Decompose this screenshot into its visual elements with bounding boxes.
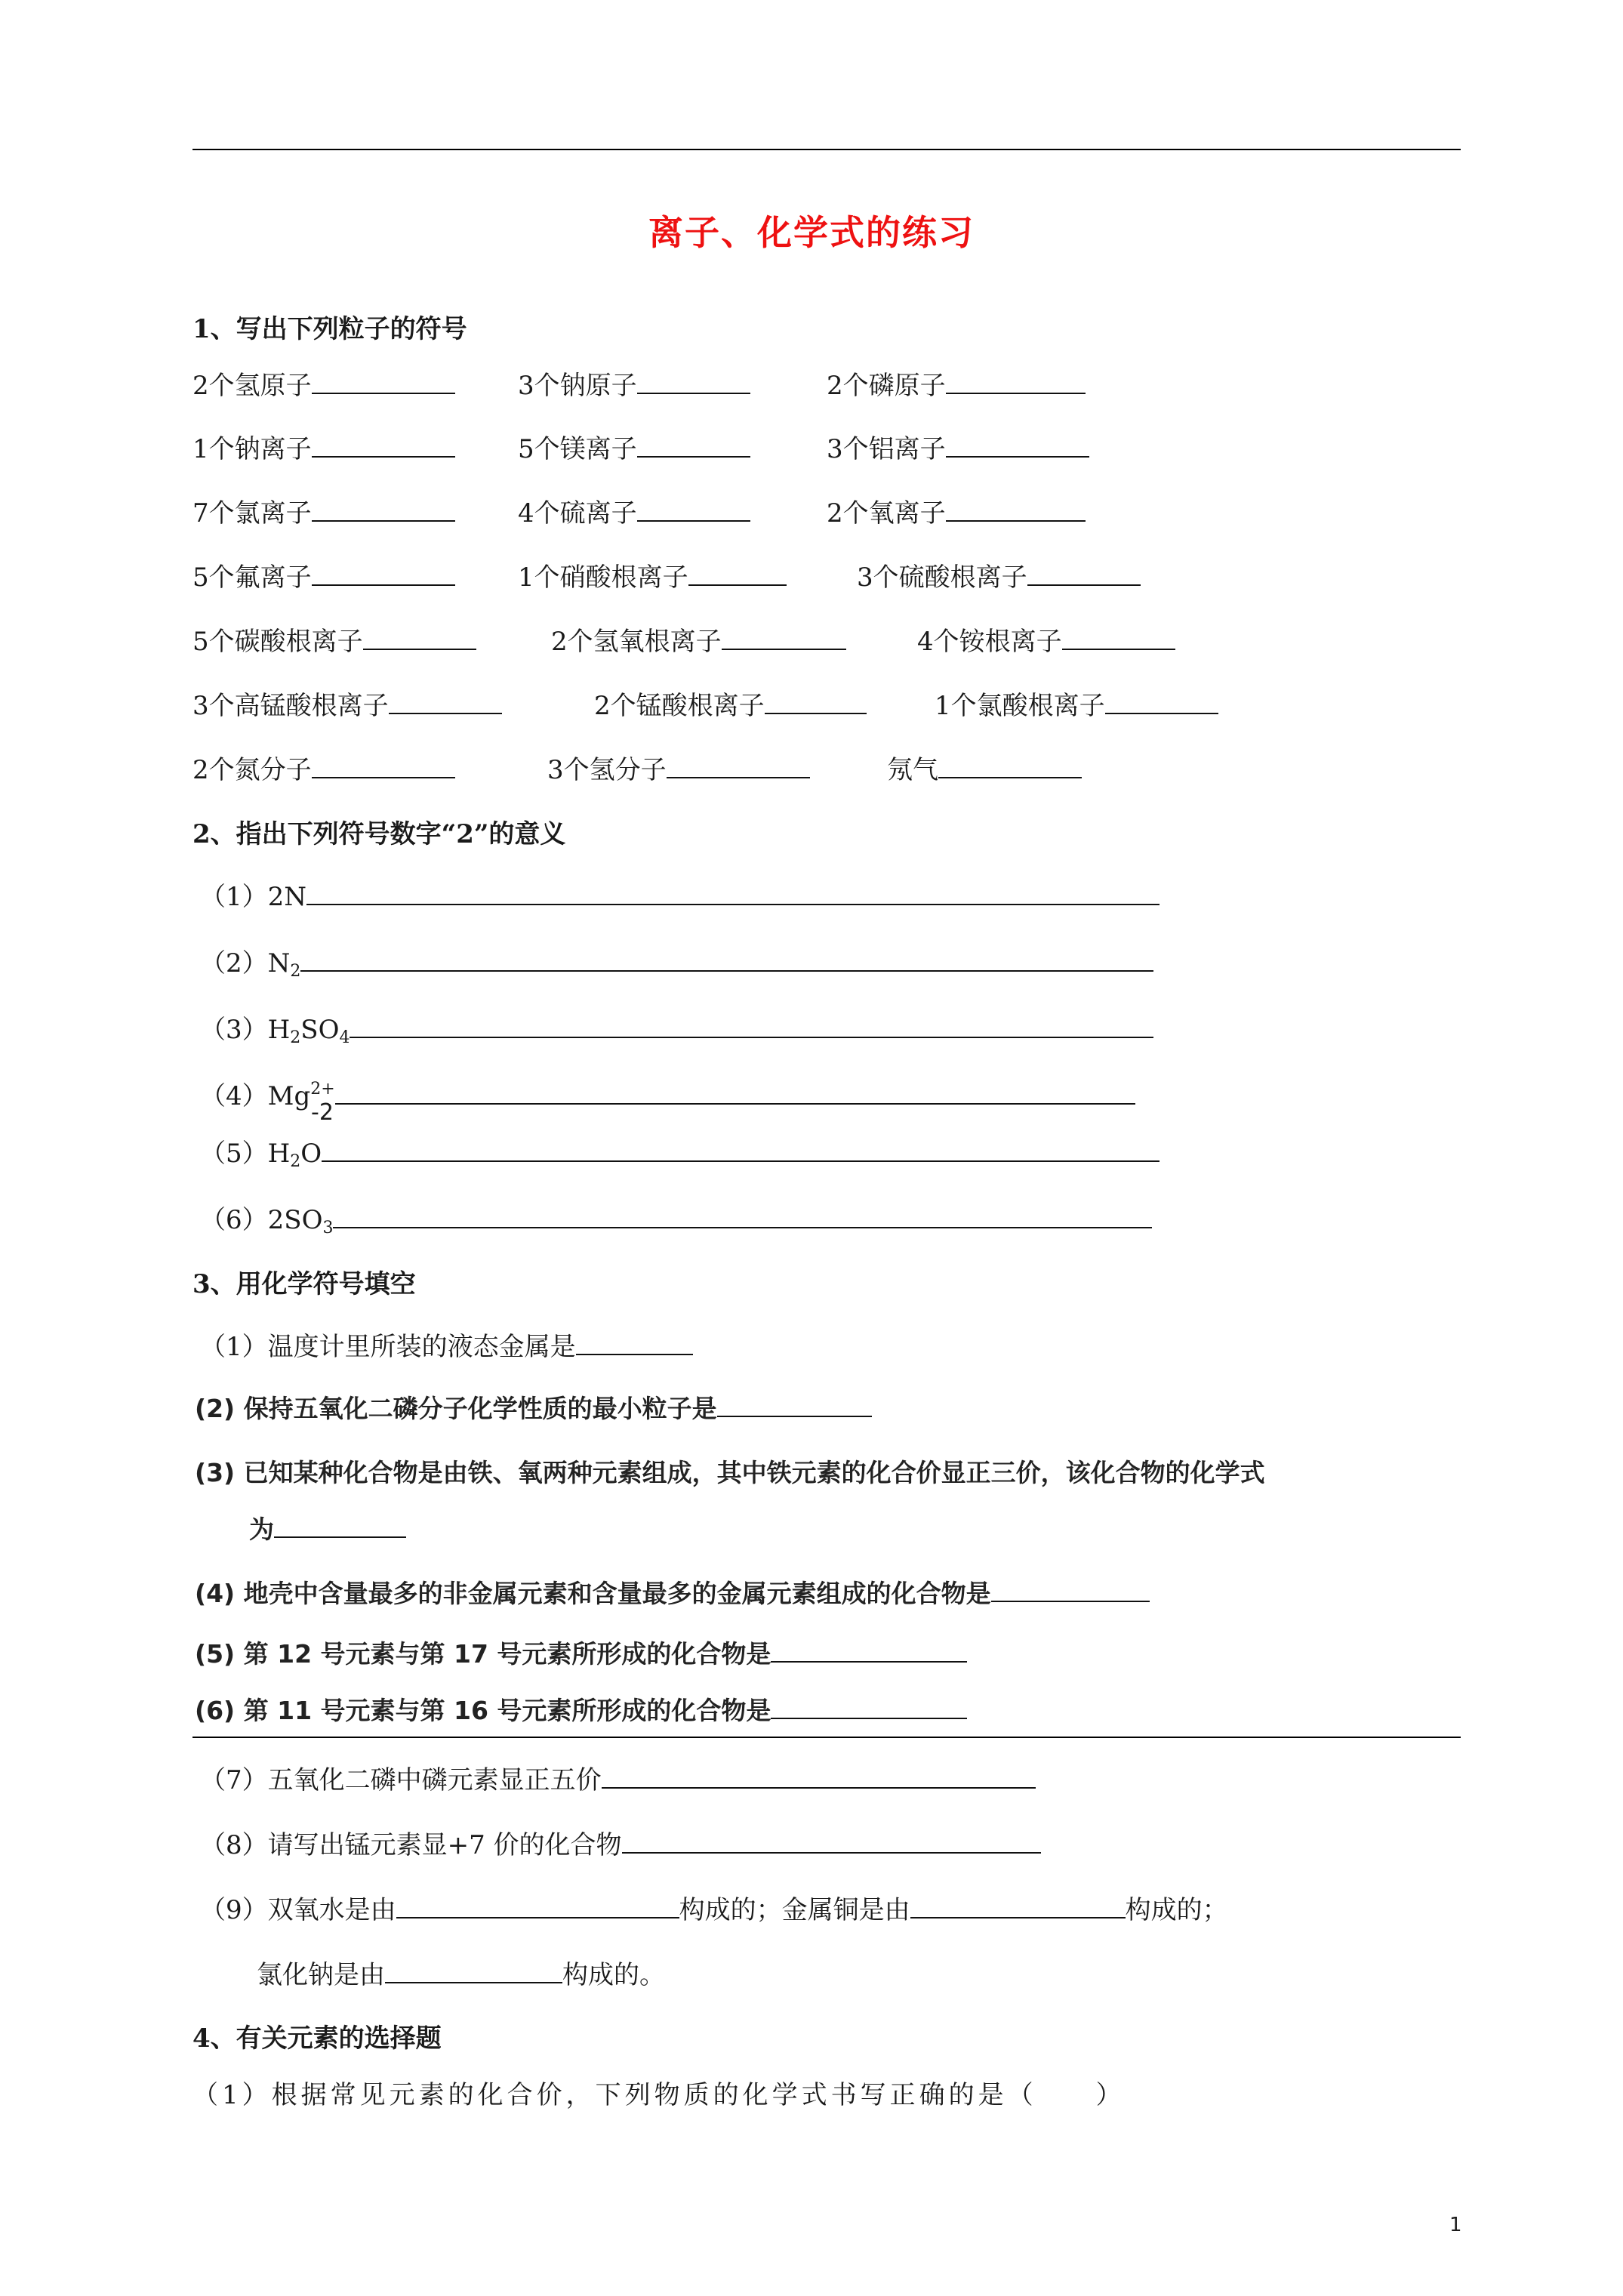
question-7	[200, 1759, 1036, 1796]
item-label: 3个氢分子	[547, 755, 667, 785]
question-text: 构成的；	[1125, 1895, 1228, 1925]
formula: H	[267, 1139, 291, 1169]
item-label: 1个硝酸根离子	[518, 562, 688, 593]
answer-blank[interactable]	[312, 496, 455, 522]
answer-blank[interactable]	[335, 1079, 1135, 1105]
question-text: (5) 第 12 号元素与第 17 号元素所形成的化合物是	[195, 1639, 771, 1669]
item-number: （6）	[200, 1205, 268, 1235]
subscript: 3	[322, 1219, 334, 1237]
answer-blank[interactable]	[1062, 624, 1175, 650]
question-4	[195, 1574, 1150, 1610]
list-item	[827, 428, 1089, 465]
item-label: 1个钠离子	[192, 434, 312, 464]
list-item	[518, 365, 750, 402]
section-4-heading: 4、有关元素的选择题	[192, 2023, 442, 2054]
answer-blank[interactable]	[300, 946, 1153, 972]
item-label: 2个氮分子	[192, 755, 312, 785]
section-divider	[192, 1737, 1461, 1738]
item-label: 2个氢氧根离子	[551, 627, 722, 657]
answer-blank[interactable]	[274, 1512, 406, 1538]
list-item	[192, 685, 502, 722]
question-text: （8）请写出锰元素显+7 价的化合物	[200, 1830, 622, 1860]
list-item	[827, 365, 1086, 402]
item-label: 3个硫酸根离子	[857, 562, 1027, 593]
item-label: 4个铵根离子	[917, 627, 1062, 657]
formula: 2SO	[267, 1205, 323, 1235]
question-6	[195, 1691, 967, 1727]
question-9-continued	[257, 1954, 665, 1991]
answer-blank[interactable]	[946, 368, 1086, 394]
list-item	[200, 1009, 1153, 1047]
answer-blank[interactable]	[637, 496, 750, 522]
item-number: （2）	[200, 948, 268, 978]
formula: Mg	[267, 1081, 311, 1111]
item-label: 7个氯离子	[192, 498, 312, 529]
item-label: 5个镁离子	[518, 434, 637, 464]
question-1: （1）根据常见元素的化合价，下列物质的化学式书写正确的是（ ）	[192, 2080, 1126, 2110]
formula: N	[267, 948, 291, 978]
subscript: 2	[290, 1152, 301, 1171]
list-item	[192, 428, 455, 465]
answer-blank[interactable]	[363, 624, 476, 650]
question-text: 构成的；金属铜是由	[679, 1895, 910, 1925]
question-8	[200, 1824, 1041, 1861]
item-label: 5个氟离子	[192, 562, 312, 593]
answer-blank[interactable]	[385, 1958, 562, 1983]
subscript: 2	[290, 1028, 301, 1047]
item-label: 2个锰酸根离子	[594, 691, 765, 721]
section-2-heading: 2、指出下列符号数字“2”的意义	[192, 819, 566, 849]
subscript: 2	[290, 962, 301, 981]
answer-blank[interactable]	[576, 1330, 693, 1355]
answer-blank[interactable]	[312, 753, 455, 778]
answer-blank[interactable]	[1105, 689, 1218, 714]
item-number: （3）	[200, 1015, 268, 1045]
answer-blank[interactable]	[771, 1693, 967, 1719]
question-2	[195, 1389, 872, 1425]
list-item	[547, 749, 810, 786]
item-label: 2个氧离子	[827, 498, 946, 529]
answer-blank[interactable]	[938, 753, 1082, 778]
list-item	[518, 492, 750, 529]
answer-blank[interactable]	[637, 432, 750, 458]
question-text: 氯化钠是由	[257, 1960, 385, 1990]
question-3: (3) 已知某种化合物是由铁、氧两种元素组成，其中铁元素的化合价显正三价，该化合物的化学式	[195, 1458, 1265, 1487]
answer-blank[interactable]	[765, 689, 867, 714]
answer-blank[interactable]	[667, 753, 810, 778]
answer-blank[interactable]	[602, 1763, 1036, 1789]
list-item	[518, 428, 750, 465]
question-1	[200, 1326, 693, 1363]
page-title: 离子、化学式的练习	[648, 212, 975, 253]
item-number: （4）	[200, 1081, 268, 1111]
answer-blank[interactable]	[312, 368, 455, 394]
list-item	[192, 492, 455, 529]
list-item	[857, 556, 1141, 593]
answer-blank[interactable]	[946, 432, 1089, 458]
question-text: (2) 保持五氧化二磷分子化学性质的最小粒子是	[195, 1394, 717, 1423]
answer-blank[interactable]	[389, 689, 502, 714]
answer-blank[interactable]	[946, 496, 1086, 522]
item-label: 氖气	[887, 755, 938, 785]
answer-blank[interactable]	[771, 1637, 967, 1663]
superscript: 2+	[310, 1080, 335, 1099]
subscript: 4	[339, 1028, 350, 1047]
item-label: 2个磷原子	[827, 371, 946, 401]
answer-blank[interactable]	[622, 1828, 1041, 1854]
list-item	[551, 621, 846, 658]
valence-mark: -2	[311, 1099, 334, 1126]
item-label: 3个钠原子	[518, 371, 637, 401]
answer-blank[interactable]	[312, 432, 455, 458]
list-item	[200, 942, 1153, 981]
question-text: （7）五氧化二磷中磷元素显正五价	[200, 1765, 602, 1795]
list-item	[200, 1075, 1135, 1112]
formula: O	[300, 1139, 322, 1169]
list-item	[200, 876, 1160, 913]
answer-blank[interactable]	[322, 1136, 1160, 1162]
answer-blank[interactable]	[306, 880, 1160, 905]
question-text: 为	[249, 1515, 274, 1544]
item-number: （1）	[200, 882, 268, 912]
list-item	[518, 556, 787, 593]
item-label: 5个碳酸根离子	[192, 627, 363, 657]
answer-blank[interactable]	[910, 1893, 1126, 1918]
section-1-heading: 1、写出下列粒子的符号	[192, 314, 467, 344]
answer-blank[interactable]	[717, 1391, 872, 1417]
answer-blank[interactable]	[1027, 560, 1141, 586]
question-text: (4) 地壳中含量最多的非金属元素和含量最多的金属元素组成的化合物是	[195, 1579, 991, 1608]
list-item	[192, 365, 455, 402]
answer-blank[interactable]	[991, 1576, 1150, 1602]
answer-blank[interactable]	[396, 1893, 679, 1918]
list-item	[917, 621, 1175, 658]
header-rule	[192, 149, 1461, 150]
item-label: 2个氢原子	[192, 371, 312, 401]
list-item	[887, 749, 1082, 786]
question-5	[195, 1635, 967, 1670]
list-item	[192, 749, 455, 786]
item-label: 3个铝离子	[827, 434, 946, 464]
list-item	[200, 1199, 1152, 1237]
item-label: 1个氯酸根离子	[935, 691, 1105, 721]
formula: SO	[300, 1015, 340, 1045]
formula: H	[267, 1015, 291, 1045]
question-text: 构成的。	[562, 1960, 665, 1990]
answer-blank[interactable]	[637, 368, 750, 394]
list-item	[192, 621, 476, 658]
list-item	[192, 556, 455, 593]
answer-blank[interactable]	[312, 560, 455, 586]
question-text: （1）温度计里所装的液态金属是	[200, 1332, 576, 1362]
list-item	[827, 492, 1086, 529]
question-text: (6) 第 11 号元素与第 16 号元素所形成的化合物是	[195, 1696, 771, 1725]
page-number: 1	[1449, 2214, 1462, 2236]
list-item	[594, 685, 867, 722]
list-item	[935, 685, 1218, 722]
item-number: （5）	[200, 1139, 268, 1169]
section-3-heading: 3、用化学符号填空	[192, 1269, 416, 1299]
answer-blank[interactable]	[333, 1203, 1152, 1228]
list-item	[200, 1133, 1160, 1171]
answer-blank[interactable]	[722, 624, 846, 650]
question-3-continued	[249, 1510, 406, 1546]
item-label: 4个硫离子	[518, 498, 637, 529]
answer-blank[interactable]	[350, 1012, 1153, 1038]
formula: 2N	[267, 882, 307, 912]
answer-blank[interactable]	[688, 560, 787, 586]
item-label: 3个高锰酸根离子	[192, 691, 389, 721]
question-9	[200, 1889, 1228, 1926]
question-text: （9）双氧水是由	[200, 1895, 396, 1925]
